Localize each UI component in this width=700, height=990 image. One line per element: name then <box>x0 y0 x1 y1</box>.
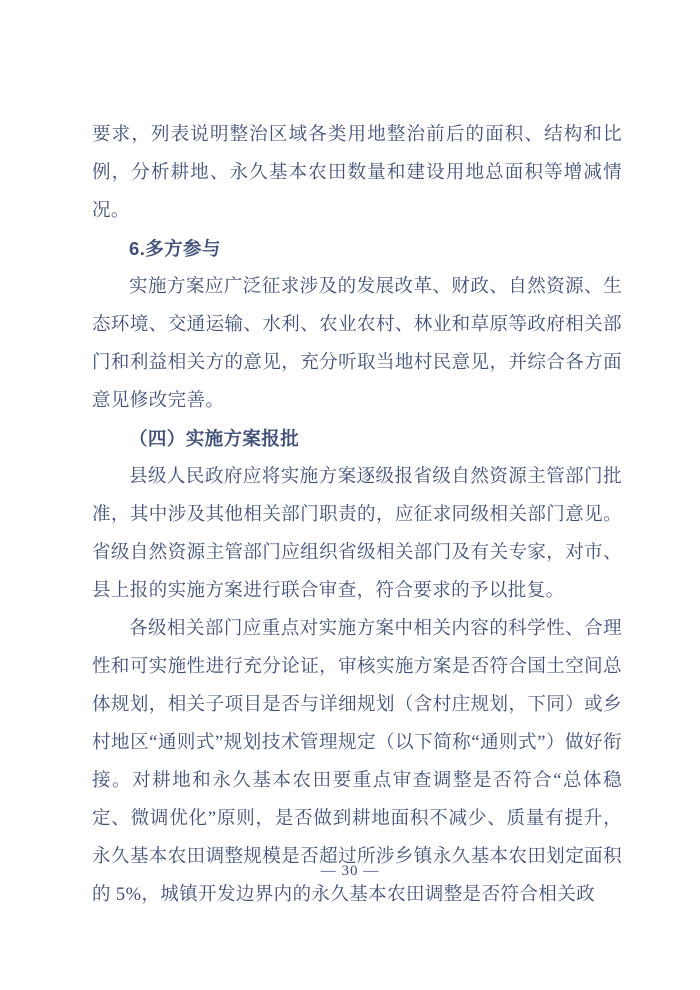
paragraph-continuation: 要求，列表说明整治区域各类用地整治前后的面积、结构和比例，分析耕地、永久基本农田数量和建设用地总面积等增减情况。 <box>92 125 622 221</box>
paragraph: 各级相关部门应重点对实施方案中相关内容的科学性、合理性和可实施性进行充分论证，审核实施方案是否符合国土空间总体规划，相关子项目是否与详细规划（含村庄规划，下同）或乡村地区“通则式”规划技术管理规定（以下简称“通则式”）做好衔接。对耕地和永久基本农田要重点审查调整是否符合“总体稳定、微调优化”原则，是否做到耕地面积不减少、质量有提升，永久基本农田调整规模是否超过所涉乡镇永久基本农田划定面积的 5%，城镇开发边界内的永久基本农田调整是否符合相关政 <box>92 619 622 905</box>
page-number: — 30 — <box>320 863 380 879</box>
paragraph: 县级人民政府应将实施方案逐级报省级自然资源主管部门批准，其中涉及其他相关部门职责的，应征求同级相关部门意见。省级自然资源主管部门应组织省级相关部门及有关专家，对市、县上报的实施方案进行联合审查，符合要求的予以批复。 <box>92 467 622 601</box>
page-footer <box>0 860 700 882</box>
section-heading-plan-approval: （四）实施方案报批 <box>129 428 300 449</box>
section-heading-multiparty: 6.多方参与 <box>129 238 221 259</box>
document-body <box>92 116 622 914</box>
paragraph: 实施方案应广泛征求涉及的发展改革、财政、自然资源、生态环境、交通运输、水利、农业农村、林业和草原等政府相关部门和利益相关方的意见，充分听取当地村民意见，并综合各方面意见修改完善。 <box>92 277 622 411</box>
